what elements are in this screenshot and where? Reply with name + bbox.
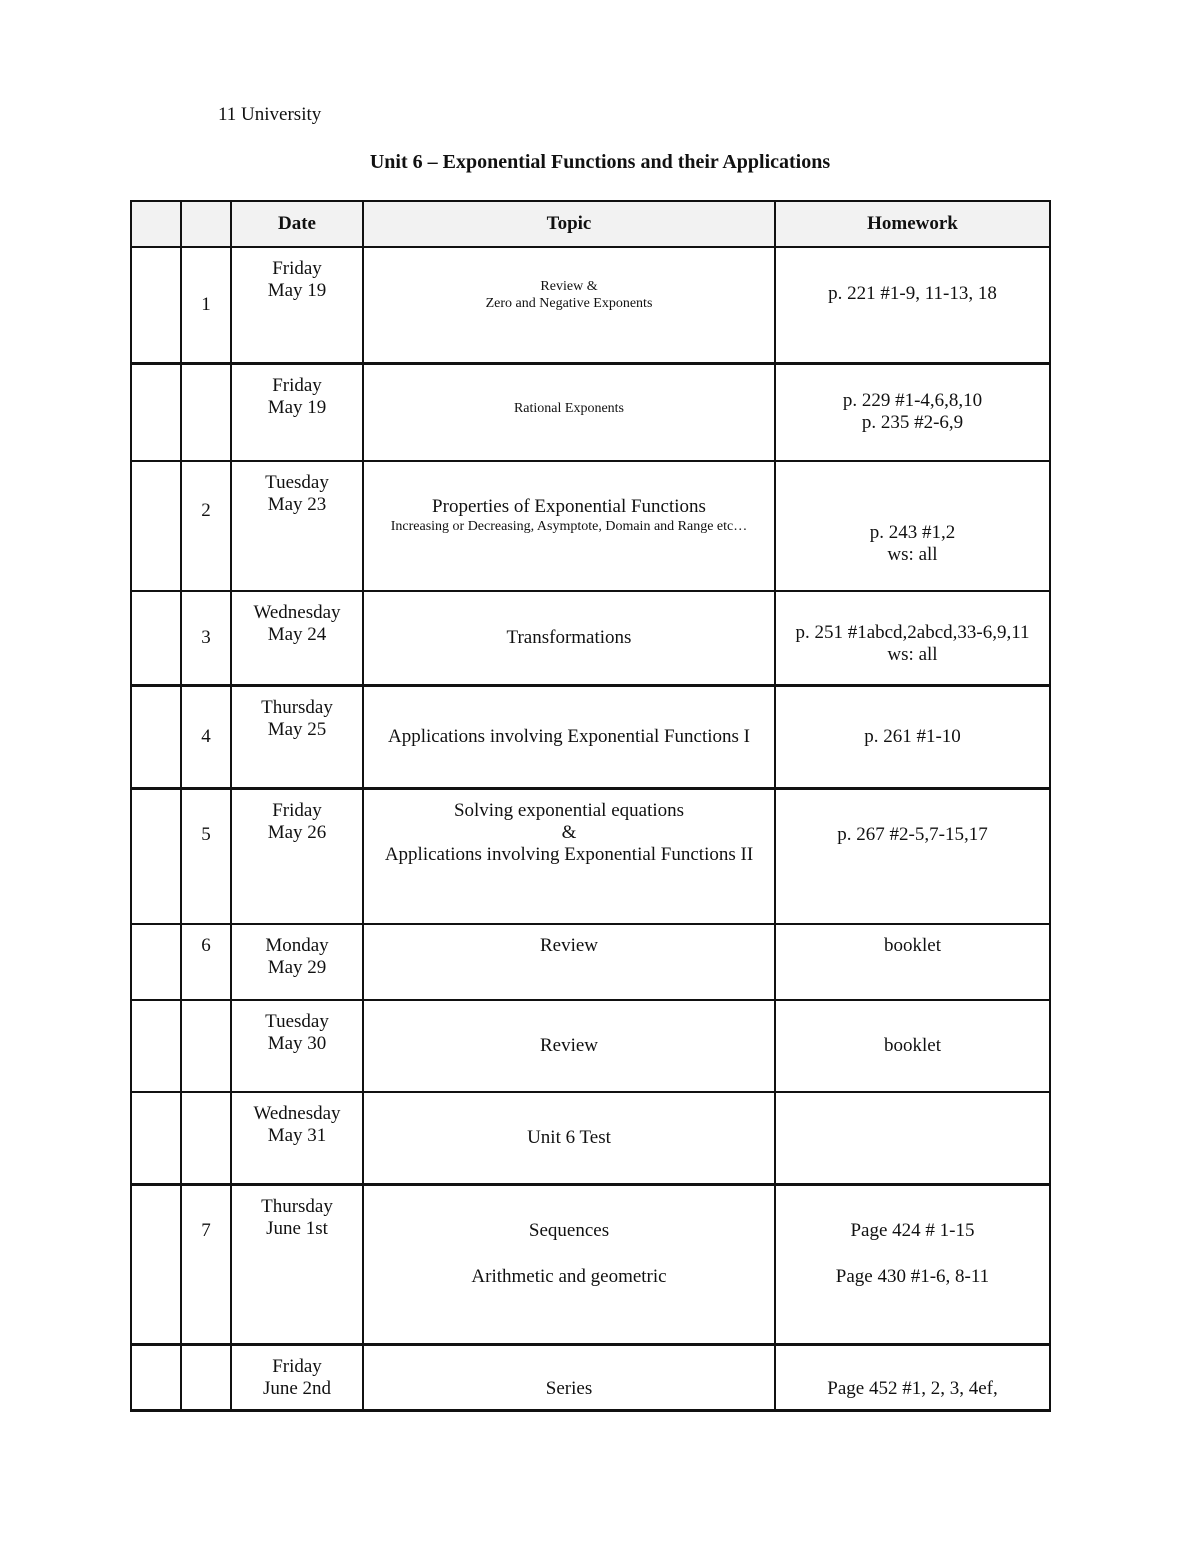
homework-line: p. 261 #1-10: [864, 725, 961, 747]
topic-line: Sequences: [528, 1219, 610, 1241]
weekday: Monday: [265, 935, 329, 956]
table-row: [131, 1344, 1050, 1410]
blank-cell: [131, 685, 181, 788]
table-row: [131, 363, 1050, 461]
homework-cell: [775, 1092, 1050, 1184]
date: May 19: [267, 280, 327, 301]
weekday: Wednesday: [253, 1103, 341, 1124]
table-row: [131, 1184, 1050, 1344]
weekday: Tuesday: [265, 1011, 329, 1032]
topic-line: Unit 6 Test: [527, 1127, 611, 1148]
date-cell: [231, 788, 363, 924]
homework-line: Page 424 # 1-15: [850, 1219, 975, 1241]
homework-line: booklet: [884, 1035, 941, 1056]
homework-line: booklet: [884, 935, 941, 956]
topic-cell: [363, 685, 775, 788]
day-number: 2: [181, 461, 231, 591]
homework-cell: [775, 924, 1050, 1000]
topic-line: Applications involving Exponential Functions II: [384, 843, 754, 865]
date-cell: [231, 461, 363, 591]
date-cell: [231, 247, 363, 363]
blank-cell: [131, 247, 181, 363]
homework-cell: [775, 685, 1050, 788]
topic-line: Increasing or Decreasing, Asymptote, Domain and Range etc…: [390, 519, 748, 534]
topic-line: Applications involving Exponential Functions I: [387, 725, 751, 747]
topic-line: Solving exponential equations: [453, 799, 685, 821]
page-title: Unit 6 – Exponential Functions and their Applications: [369, 151, 831, 173]
topic-line: Arithmetic and geometric: [471, 1265, 667, 1287]
topic-line: &: [561, 821, 577, 843]
topic-cell: [363, 461, 775, 591]
blank-cell: [131, 788, 181, 924]
topic-cell: [363, 1092, 775, 1184]
homework-cell: [775, 788, 1050, 924]
blank-cell: [131, 461, 181, 591]
topic-line: Properties of Exponential Functions: [432, 496, 706, 517]
date: May 30: [267, 1033, 327, 1054]
header-blank-1: [131, 201, 181, 247]
weekday: Friday: [272, 799, 322, 821]
homework-line: ws: all: [887, 544, 938, 565]
date-cell: [231, 1344, 363, 1410]
homework-cell: [775, 1184, 1050, 1344]
homework-cell: [775, 363, 1050, 461]
topic-line: Transformations: [506, 626, 632, 648]
topic-cell: [363, 1000, 775, 1092]
date-cell: [231, 1000, 363, 1092]
topic-cell: [363, 363, 775, 461]
homework-line: p. 267 #2-5,7-15,17: [837, 823, 988, 845]
weekday: Thursday: [261, 1195, 333, 1217]
header-topic: Topic: [363, 201, 775, 247]
table-row: [131, 685, 1050, 788]
day-number: [181, 1000, 231, 1092]
homework-cell: [775, 1344, 1050, 1410]
date: May 26: [267, 821, 327, 843]
date-cell: [231, 924, 363, 1000]
homework-line: Page 430 #1-6, 8-11: [835, 1265, 990, 1287]
homework-line: p. 229 #1-4,6,8,10: [842, 390, 983, 412]
table-row: [131, 591, 1050, 685]
blank-cell: [131, 1000, 181, 1092]
day-number: [181, 1344, 231, 1410]
date-cell: [231, 1092, 363, 1184]
day-number: [181, 363, 231, 461]
blank-cell: [131, 924, 181, 1000]
date: May 24: [267, 624, 327, 645]
date: May 25: [267, 718, 327, 740]
spacer: [776, 1242, 1049, 1266]
blank-cell: [131, 1092, 181, 1184]
header-homework: Homework: [775, 201, 1050, 247]
course-label: 11 University: [218, 104, 322, 125]
table-row: [131, 247, 1050, 363]
header-blank-2: [181, 201, 231, 247]
weekday: Tuesday: [265, 472, 329, 493]
topic-cell: [363, 1344, 775, 1410]
topic-line: Review &: [540, 278, 598, 294]
weekday: Friday: [272, 1355, 322, 1377]
weekday: Friday: [272, 374, 322, 396]
day-number: 3: [181, 591, 231, 685]
topic-line: Zero and Negative Exponents: [485, 295, 653, 311]
homework-cell: [775, 591, 1050, 685]
homework-cell: [775, 1000, 1050, 1092]
topic-cell: [363, 924, 775, 1000]
weekday: Wednesday: [253, 602, 341, 623]
date: May 29: [267, 957, 327, 978]
date: June 2nd: [262, 1377, 332, 1399]
topic-cell: [363, 591, 775, 685]
date-cell: [231, 363, 363, 461]
blank-cell: [131, 591, 181, 685]
topic-cell: [363, 247, 775, 363]
date: May 23: [267, 494, 327, 515]
table-row: [131, 788, 1050, 924]
weekday: Friday: [272, 258, 322, 279]
table-row: [131, 1000, 1050, 1092]
day-number: 4: [181, 685, 231, 788]
topic-line: Review: [539, 935, 599, 956]
blank-cell: [131, 1344, 181, 1410]
table-row: [131, 1092, 1050, 1184]
topic-line: Review: [539, 1035, 599, 1056]
homework-line: ws: all: [887, 643, 938, 665]
day-number: [181, 1092, 231, 1184]
homework-line: p. 243 #1,2: [869, 522, 956, 543]
day-number: 7: [181, 1184, 231, 1344]
table-header-row: [131, 201, 1050, 247]
day-number: 1: [181, 247, 231, 363]
date-cell: [231, 1184, 363, 1344]
schedule-table: [130, 200, 1051, 1412]
topic-line: Series: [545, 1377, 593, 1399]
table-row: [131, 924, 1050, 1000]
header-date: Date: [231, 201, 363, 247]
homework-line: p. 221 #1-9, 11-13, 18: [828, 282, 997, 304]
topic-line: Rational Exponents: [513, 400, 625, 416]
homework-cell: [775, 247, 1050, 363]
day-number: 5: [181, 788, 231, 924]
topic-cell: [363, 788, 775, 924]
table-row: [131, 461, 1050, 591]
blank-cell: [131, 363, 181, 461]
date: May 19: [267, 396, 327, 418]
homework-cell: [775, 461, 1050, 591]
date-cell: [231, 591, 363, 685]
date: May 31: [267, 1125, 327, 1146]
homework-line: p. 235 #2-6,9: [861, 412, 964, 434]
date-cell: [231, 685, 363, 788]
weekday: Thursday: [261, 696, 333, 718]
homework-line: p. 251 #1abcd,2abcd,33-6,9,11: [795, 621, 1030, 643]
homework-line: Page 452 #1, 2, 3, 4ef,: [827, 1377, 998, 1399]
topic-cell: [363, 1184, 775, 1344]
date: June 1st: [266, 1217, 328, 1239]
blank-cell: [131, 1184, 181, 1344]
spacer: [364, 1242, 774, 1266]
day-number: 6: [181, 924, 231, 1000]
